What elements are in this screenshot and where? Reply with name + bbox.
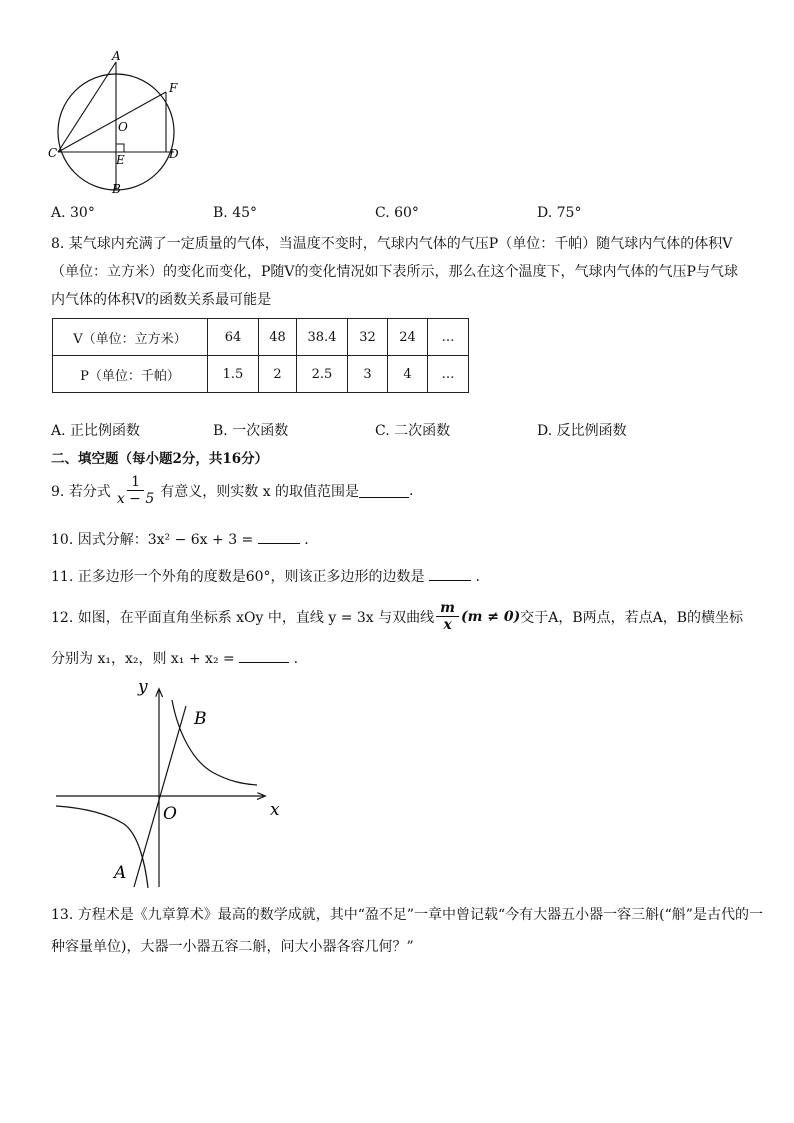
table-cell: 32 — [348, 319, 388, 356]
q11-text: 11. 正多边形一个外角的度数是60°，则该正多边形的边数是 — [51, 569, 425, 585]
q12-text-line2: 分别为 x₁，x₂，则 x₁ + x₂ = — [51, 651, 235, 667]
table-cell: 48 — [259, 319, 297, 356]
q8-option-d: D. 反比例函数 — [537, 423, 627, 439]
q12-end: . — [293, 651, 299, 667]
q8-text-line2: （单位：立方米）的变化而变化，P随V的变化情况如下表所示，那么在这个温度下，气球内气体的气压P与气球 — [51, 264, 738, 280]
hyperbola-branch-2 — [56, 806, 148, 888]
table-row — [53, 356, 469, 393]
q7-option-a: A. 30° — [51, 205, 95, 221]
q12-text-b: 交于A，B两点，若点A，B的横坐标 — [520, 609, 744, 626]
table-cell: … — [428, 319, 469, 356]
table-header-v: V（单位：立方米） — [53, 319, 208, 356]
table-cell: 2.5 — [297, 356, 348, 393]
q9-answer-blank[interactable] — [359, 483, 409, 498]
chord-CF — [58, 92, 166, 152]
q8-text-line1: 8. 某气球内充满了一定质量的气体，当温度不变时，气球内气体的气压P（单位：千帕）随气球内气体的体积V — [51, 236, 733, 252]
coordinate-figure — [52, 672, 292, 892]
q9-numerator: 1 — [127, 474, 144, 491]
q10-text: 10. 因式分解：3x² − 6x + 3 = — [51, 532, 254, 548]
q9-fraction — [113, 474, 158, 507]
table-header-p: P（单位：千帕） — [53, 356, 208, 393]
table-cell: … — [428, 356, 469, 393]
q13-line1: 13. 方程术是《九章算术》最高的数学成就，其中“盈不足”一章中曾记载“今有大器五小器一容三斛(“斛”是古代的一 — [51, 907, 763, 923]
q9-end: . — [409, 482, 414, 499]
q8-option-b: B. 一次函数 — [213, 423, 289, 439]
q10-line — [51, 529, 309, 549]
right-angle-mark — [116, 144, 124, 152]
q11-end: . — [475, 569, 480, 585]
q10-answer-blank[interactable] — [258, 531, 300, 544]
q9-prefix: 9. 若分式 — [51, 483, 111, 500]
q12-answer-blank[interactable] — [239, 650, 289, 663]
table-cell: 38.4 — [297, 319, 348, 356]
q11-answer-blank[interactable] — [429, 568, 471, 581]
label-B: B — [194, 709, 207, 729]
q8-option-c: C. 二次函数 — [375, 423, 451, 439]
table-cell: 1.5 — [208, 356, 259, 393]
label-A: A — [114, 863, 127, 883]
q12-line1 — [51, 600, 743, 633]
label-y: y — [138, 677, 148, 697]
q10-end: . — [304, 532, 309, 548]
table-cell: 24 — [388, 319, 428, 356]
chord-CA — [58, 62, 116, 152]
q9-denominator: x − 5 — [116, 491, 155, 507]
table-cell: 4 — [388, 356, 428, 393]
table-cell: 2 — [259, 356, 297, 393]
q7-option-b: B. 45° — [213, 205, 258, 221]
label-O: O — [118, 120, 128, 134]
q9-suffix: 有意义，则实数 x 的取值范围是 — [160, 483, 360, 500]
label-B: B — [112, 182, 121, 196]
q7-option-c: C. 60° — [375, 205, 419, 221]
q8-option-a: A. 正比例函数 — [51, 423, 141, 439]
q12-fraction — [436, 600, 459, 633]
hyperbola-branch-1 — [172, 700, 257, 785]
q12-line2 — [51, 648, 298, 668]
q8-data-table — [52, 318, 469, 393]
label-x: x — [270, 800, 280, 820]
table-cell: 64 — [208, 319, 259, 356]
label-D: D — [169, 147, 179, 161]
table-cell: 3 — [348, 356, 388, 393]
q13-line2: 种容量单位)，大器一小器五容二斛，问大小器各容几何？” — [51, 939, 414, 955]
q12-denominator: x — [443, 617, 452, 633]
label-A: A — [112, 49, 121, 63]
q9-line — [51, 474, 414, 507]
q11-line — [51, 566, 480, 586]
q7-option-d: D. 75° — [537, 205, 582, 221]
label-E: E — [116, 153, 125, 167]
section-heading: 二、填空题（每小题2分，共16分） — [51, 451, 269, 467]
label-O: O — [163, 804, 177, 824]
q8-text-line3: 内气体的体积V的函数关系最可能是 — [51, 292, 272, 308]
label-C: C — [48, 146, 58, 160]
label-F: F — [169, 81, 178, 95]
q12-text-a: 12. 如图，在平面直角坐标系 xOy 中，直线 y = 3x 与双曲线 — [51, 609, 435, 626]
q12-condition: (m ≠ 0) — [460, 608, 521, 625]
circle-geometry-figure — [48, 48, 188, 198]
q12-numerator: m — [436, 600, 459, 617]
table-row — [53, 319, 469, 356]
